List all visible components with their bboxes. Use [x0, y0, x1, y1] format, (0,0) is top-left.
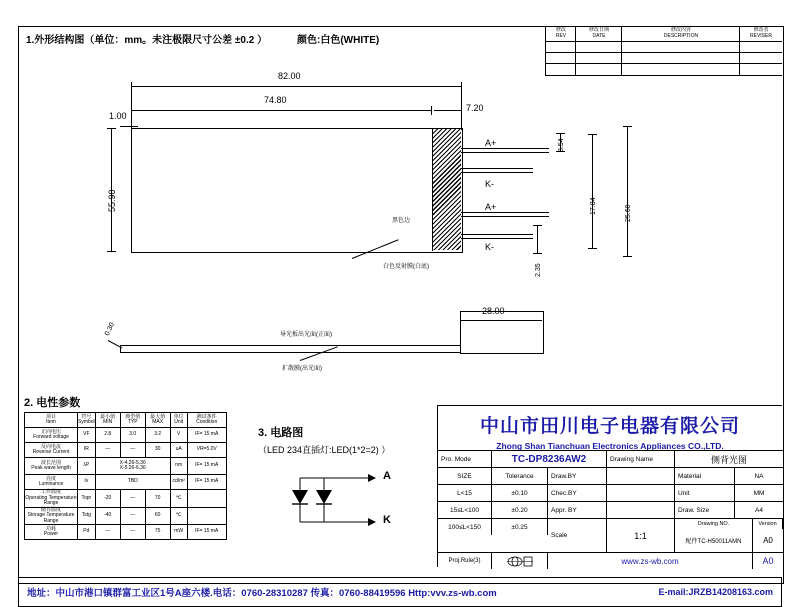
footer-email: E-mail:JRZB14208163.com — [658, 587, 773, 597]
label-unit: Unit — [675, 484, 735, 501]
value-material: NA — [735, 467, 783, 484]
cell-unit: ℃ — [175, 512, 182, 518]
cell-symbol: Pd — [83, 528, 90, 535]
value-pro-mode: TC-DP8236AW2 — [492, 450, 607, 467]
title-grid — [438, 450, 782, 567]
company-name-cn: 中山市田川电子电器有限公司 — [479, 416, 740, 437]
title-block — [437, 405, 782, 567]
cell-symbol: Topr — [81, 494, 92, 501]
cell-cond: VR=5.0V — [196, 446, 217, 453]
table-header-row — [25, 413, 227, 428]
cell-item: 储存温度 Storage Temperature Range — [27, 506, 75, 524]
cell-symbol: Iv — [84, 478, 89, 485]
table-row — [25, 490, 227, 508]
value-scale: 1:1 — [607, 518, 675, 552]
th-unit: 单位 Unit — [173, 413, 184, 425]
label-drawing-name: Drawing Name — [607, 450, 675, 467]
value-version: A0 — [763, 536, 773, 545]
cell-unit: V — [177, 431, 181, 438]
footer-address: 地址：中山市港口镇群富工业区1号A座六楼.电话：0760-28310287 传真：0760-88419596 Http:vvv.zs-wb.com — [27, 588, 497, 599]
cell-unit: uA — [175, 446, 182, 453]
table-row — [25, 458, 227, 475]
dim-tail-thickness: 0.30 — [104, 321, 117, 337]
th-min: 最小值 MIN — [100, 413, 116, 425]
cell-cond: IF= 15 mA — [195, 478, 219, 485]
label-appr-by: Appr. BY — [548, 501, 607, 518]
annotation-white-film: 白色反射膜(白底) — [383, 264, 429, 270]
table-row — [25, 443, 227, 458]
th-item: 项目 Item — [45, 413, 56, 425]
label-drawing-no: Drawing NO. — [675, 518, 753, 529]
outline-section-title: 1.外形结构图（单位：mm。未注极限尺寸公差 ±0.2 ） — [26, 35, 268, 46]
pin-label-a2: A+ — [485, 202, 497, 212]
label-size: SIZE — [438, 467, 492, 484]
th-max: 最大值 MAX — [150, 413, 166, 425]
cell-typ: — — [130, 494, 136, 501]
pin-label-a1: A+ — [485, 138, 497, 148]
footer-bar — [18, 577, 782, 607]
value-unit: MM — [735, 484, 783, 501]
annotation-light-guide: 导光板出光面(正面) — [280, 332, 332, 338]
cell-unit: cd/m² — [172, 478, 185, 485]
cell-item: 反向电流 Reverse Current — [32, 443, 70, 455]
label-material: Material — [675, 467, 735, 484]
cell-symbol: Tstg — [81, 512, 91, 518]
dim-right-offset: 7.20 — [466, 103, 484, 113]
cell-min: — — [105, 528, 111, 535]
cell-item: 波长范围 Peak wave length — [31, 459, 71, 471]
cell-min: 2.8 — [104, 431, 112, 438]
electrical-section-title: 2. 电性参数 — [24, 397, 81, 409]
circuit-section-title: 3. 电路图 — [258, 427, 304, 439]
cell-typ: TBD — [127, 478, 138, 485]
cell-item: 工作温度 Operating Temperature Range — [25, 489, 77, 506]
label-chec-by: Chec.BY — [548, 484, 607, 501]
dim-pin-pitch: 8.54 — [558, 138, 565, 152]
cell-symbol: VF — [83, 431, 90, 438]
dim-pin-span-25: 25.60 — [625, 204, 632, 222]
circuit-cathode-label: K — [383, 514, 391, 526]
label-version: Version — [753, 518, 783, 529]
value-tol-l15: ±0.10 — [492, 484, 548, 501]
value-drawing-no: 配件TC-H50011AMN — [675, 529, 753, 552]
cell-item: 正向电压 Forward voltage — [33, 428, 69, 440]
dim-overall-width: 82.00 — [278, 71, 301, 81]
th-symbol: 符号 Symbol — [78, 413, 95, 425]
cell-min: -40 — [104, 512, 112, 518]
dim-left-offset: 1.00 — [109, 111, 127, 121]
panel-outline — [131, 128, 463, 253]
label-tolerance: Tolerance — [492, 467, 548, 484]
label-draw-by: Draw.BY — [548, 467, 607, 484]
cell-unit: nm — [175, 462, 183, 469]
cell-typ: — — [130, 512, 136, 518]
website-cell[interactable]: www.zs-wb.com — [548, 552, 753, 569]
dim-inner-width: 74.80 — [264, 95, 287, 105]
dim-pin-span-17: 17.84 — [590, 197, 597, 215]
circuit-anode-label: A — [383, 470, 391, 482]
cell-symbol: λP — [83, 462, 90, 469]
cell-max: 75 — [154, 528, 161, 535]
revision-table: 修改 REV 修改日期 DATE 修改内容 DESCRIPTION 修改者 REVISER — [545, 27, 782, 76]
cell-max: 30 — [154, 446, 161, 453]
electrical-table — [24, 412, 227, 540]
version-a0: A0 — [753, 552, 783, 569]
label-draw-size: Draw. Size — [675, 501, 735, 518]
label-proj-rule: Proj.Rule(3) — [438, 552, 492, 569]
black-edge-region — [432, 129, 461, 250]
pin-label-k1: K- — [485, 179, 494, 189]
cell-max: 70 — [154, 494, 161, 501]
circuit-schematic — [280, 470, 400, 540]
value-tol-l100: ±0.20 — [492, 501, 548, 518]
proj-rule-symbol — [492, 552, 548, 569]
table-row — [25, 507, 227, 525]
cell-min: — — [105, 446, 111, 453]
cell-cond: IF= 15 mA — [195, 431, 219, 438]
cell-min: -20 — [104, 494, 112, 501]
value-drawing-name: 侧背光图 — [675, 450, 783, 467]
company-header — [438, 406, 782, 450]
cell-unit: mW — [174, 528, 184, 535]
cell-typ: 3.0 — [129, 431, 137, 438]
table-row — [25, 475, 227, 490]
cell-max: 60 — [154, 512, 161, 518]
cell-item: 亮度 Luminance — [38, 475, 64, 487]
circuit-note: （LED 234直插灯:LED(1*2=2) ） — [258, 445, 391, 455]
cell-item: 功耗 Power — [43, 525, 59, 537]
label-size-l100: 15≤L<100 — [438, 501, 492, 518]
th-typ: 典型值 TYP — [125, 413, 141, 425]
tail-connector — [460, 311, 544, 354]
dim-tail-width: 28.00 — [482, 306, 505, 316]
color-note: 颜色:白色(WHITE) — [297, 35, 380, 46]
table-row — [25, 428, 227, 443]
cell-symbol: IR — [83, 446, 89, 453]
annotation-diffuser: 扩散膜(出光面) — [282, 366, 322, 372]
label-size-l15: L<15 — [438, 484, 492, 501]
cell-max: 3.2 — [154, 431, 162, 438]
dim-height: 55.90 — [107, 189, 117, 212]
label-scale: Scale — [548, 518, 607, 552]
label-size-l150: 100≤L<150 — [438, 518, 492, 535]
pin-label-k2: K- — [485, 242, 494, 252]
th-cond: 测试条件 Condition — [196, 413, 218, 425]
annotation-black-edge: 黑色边 — [392, 218, 411, 224]
cell-unit: ℃ — [175, 494, 182, 501]
cell-cond: IF= 15 mA — [195, 462, 219, 469]
value-draw-by — [607, 467, 675, 484]
cell-typ: — — [130, 528, 136, 535]
cell-cond: IF= 15 mA — [195, 528, 219, 535]
label-pro-mode: Pro. Mode — [438, 450, 492, 467]
company-name-en: Zhong Shan Tianchuan Electronics Appliances CO.,LTD. — [496, 441, 724, 451]
value-chec-by — [607, 484, 675, 501]
value-appr-by — [607, 501, 675, 518]
cell-range: X-4.26-5.36 X-5.26-6.36 — [119, 459, 146, 471]
dim-pin-bottom: 2.35 — [535, 263, 542, 277]
value-draw-size: A4 — [735, 501, 783, 518]
value-tol-l150: ±0.25 — [492, 518, 548, 535]
table-row — [25, 525, 227, 540]
cell-typ: — — [130, 446, 136, 453]
